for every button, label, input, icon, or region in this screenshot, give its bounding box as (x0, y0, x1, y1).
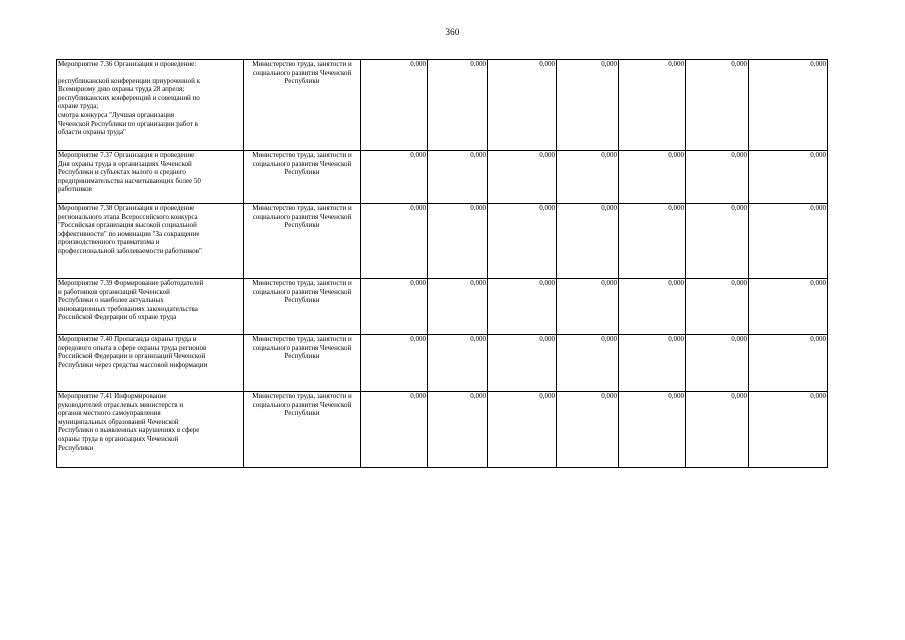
event-description-cell (57, 60, 244, 151)
event-title: Мероприятие 7.41 Информирование (58, 392, 167, 400)
value-cell: 0,000 (428, 60, 488, 151)
value-cell: 0,000 (619, 60, 686, 151)
value-cell: 0,000 (557, 335, 619, 392)
event-description-cell (57, 279, 244, 335)
value-cell: 0,000 (686, 392, 749, 468)
value-cell: 0,000 (557, 151, 619, 204)
value-cell: 0,000 (361, 60, 428, 151)
responsible-executor-cell: Министерство труда, занятости и социального развития Чеченской Республики (244, 204, 361, 279)
value-cell: 0,000 (428, 279, 488, 335)
value-cell: 0,000 (749, 279, 828, 335)
value-cell: 0,000 (749, 204, 828, 279)
value-cell: 0,000 (361, 151, 428, 204)
event-title: Мероприятие 7.37 Организация и проведение (58, 151, 195, 159)
value-cell: 0,000 (749, 151, 828, 204)
responsible-executor-cell: Министерство труда, занятости и социального развития Чеченской Республики (244, 60, 361, 151)
event-description-cell (57, 151, 244, 204)
value-cell: 0,000 (619, 335, 686, 392)
responsible-executor-cell: Министерство труда, занятости и социального развития Чеченской Республики (244, 335, 361, 392)
value-cell: 0,000 (619, 204, 686, 279)
value-cell: 0,000 (619, 392, 686, 468)
value-cell: 0,000 (488, 204, 557, 279)
event-title: Мероприятие 7.36 Организация и проведение: (58, 60, 197, 68)
value-cell: 0,000 (488, 151, 557, 204)
event-body: регионального этапа Всероссийского конкурса "Российская организация высокой социальной эффективности" по номинации "За сокращение производственного травматизма и профессиональной заболеваемости работников" (58, 212, 202, 255)
value-cell: 0,000 (428, 151, 488, 204)
value-cell: 0,000 (361, 204, 428, 279)
value-cell: 0,000 (488, 335, 557, 392)
event-body: республиканской конференции приуроченной к Всемирному дню охраны труда 28 апреля; республиканских конференций и совещаний по охране труда; смотра конкурса "Лучшая организация Чеченской Республики по организации работ в области охраны труда" (58, 76, 201, 137)
page-number: 360 (445, 27, 460, 37)
value-cell: 0,000 (686, 279, 749, 335)
value-cell: 0,000 (557, 279, 619, 335)
event-body: и работников организаций Чеченской Республики о наиболее актуальных инновационных требованиях законодательства Российской Федерации об охране труда (58, 287, 198, 322)
table-row (57, 279, 828, 335)
value-cell: 0,000 (428, 335, 488, 392)
event-description-cell (57, 335, 244, 392)
value-cell: 0,000 (361, 335, 428, 392)
table-row (57, 151, 828, 204)
program-activities-table (56, 59, 828, 468)
responsible-executor-cell: Министерство труда, занятости и социального развития Чеченской Республики (244, 151, 361, 204)
value-cell: 0,000 (488, 392, 557, 468)
event-body: передового опыта в сфере охраны труда регионов Российской Федерации и организаций Чеченской Республики через средства массовой информации (58, 343, 208, 369)
event-title: Мероприятие 7.39 Формирование работодателей (58, 279, 204, 287)
table-row (57, 204, 828, 279)
value-cell: 0,000 (557, 60, 619, 151)
value-cell: 0,000 (686, 335, 749, 392)
value-cell: 0,000 (488, 279, 557, 335)
value-cell: 0,000 (749, 335, 828, 392)
value-cell: 0,000 (686, 204, 749, 279)
event-body: руководителей отраслевых министерств и органов местного самоуправления муниципальных образований Чеченской Республики о выявленных нарушениях в сфере охраны труда в организациях Чеченской Республики (58, 400, 200, 452)
value-cell: 0,000 (488, 60, 557, 151)
value-cell: 0,000 (619, 279, 686, 335)
event-description-cell (57, 392, 244, 468)
value-cell: 0,000 (557, 204, 619, 279)
value-cell: 0,000 (686, 60, 749, 151)
table-row (57, 392, 828, 468)
value-cell: 0,000 (749, 60, 828, 151)
event-body: Дня охраны труда в организациях Чеченской Республики и субъектах малого и среднего предпринимательства насчитывающих более 50 работников (58, 159, 201, 194)
event-title: Мероприятие 7.38 Организация и проведение (58, 204, 195, 212)
value-cell: 0,000 (557, 392, 619, 468)
value-cell: 0,000 (686, 151, 749, 204)
event-description-cell (57, 204, 244, 279)
value-cell: 0,000 (428, 204, 488, 279)
value-cell: 0,000 (619, 151, 686, 204)
table-row (57, 335, 828, 392)
table-row (57, 60, 828, 151)
value-cell: 0,000 (749, 392, 828, 468)
responsible-executor-cell: Министерство труда, занятости и социального развития Чеченской Республики (244, 392, 361, 468)
event-title: Мероприятие 7.40 Пропаганда охраны труда и (58, 335, 197, 343)
value-cell: 0,000 (428, 392, 488, 468)
value-cell: 0,000 (361, 279, 428, 335)
responsible-executor-cell: Министерство труда, занятости и социального развития Чеченской Республики (244, 279, 361, 335)
value-cell: 0,000 (361, 392, 428, 468)
